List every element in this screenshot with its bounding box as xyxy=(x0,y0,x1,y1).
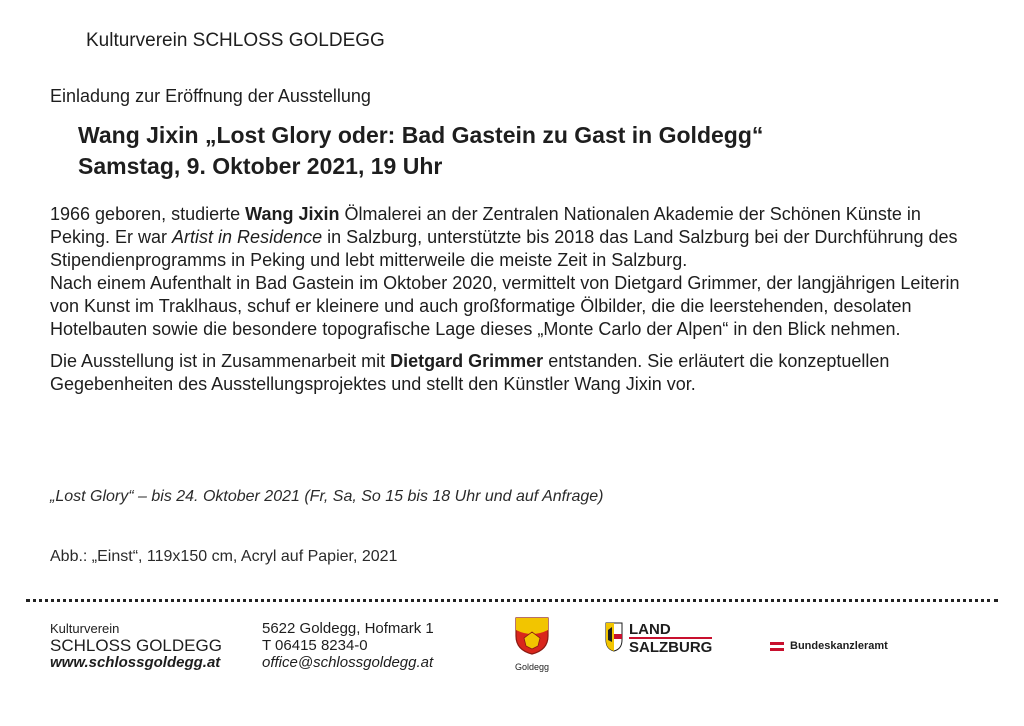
paragraph-artist-bio xyxy=(50,203,980,272)
salzburg-line: SALZBURG xyxy=(629,639,713,656)
footer-contact xyxy=(262,620,434,671)
website-link[interactable]: www.schlossgoldegg.at xyxy=(50,654,221,671)
paragraph-collaboration xyxy=(50,350,980,396)
body-text xyxy=(50,203,980,396)
footer-org-small: Kulturverein xyxy=(50,621,120,636)
phone: T 06415 8234-0 xyxy=(262,637,368,654)
text-span: Die Ausstellung ist in Zusammenarbeit mit xyxy=(50,351,391,371)
land-line: LAND xyxy=(629,621,671,638)
land-salzburg-logo xyxy=(605,622,712,655)
goldegg-logo-label: Goldegg xyxy=(514,662,550,672)
event-title xyxy=(78,120,978,182)
text-span: Ölmalerei an der Zentralen Nationalen Akademie der Schönen Künste in Peking. Er war xyxy=(50,204,921,247)
dotted-divider xyxy=(26,599,998,602)
header-org-name: Kulturverein SCHLOSS GOLDEGG xyxy=(86,30,385,51)
bundeskanzleramt-logo xyxy=(770,640,888,652)
goldegg-crest-icon xyxy=(514,616,550,656)
image-caption: Abb.: „Einst“, 119x150 cm, Acryl auf Papier, 2021 xyxy=(50,548,398,565)
event-date-line: Samstag, 9. Oktober 2021, 19 Uhr xyxy=(78,153,443,179)
footer-org-name: SCHLOSS GOLDEGG xyxy=(50,636,222,655)
footer-org xyxy=(50,620,222,671)
land-salzburg-wordmark xyxy=(629,622,712,655)
invitation-heading: Einladung zur Eröffnung der Ausstellung xyxy=(50,86,371,106)
event-title-line: Wang Jixin „Lost Glory oder: Bad Gastein zu Gast in Goldegg“ xyxy=(78,122,764,148)
text-span: entstanden. Sie erläutert die konzeptuellen Gegebenheiten des Ausstellungsprojektes und stellt den Künstler Wang Jixin vor. xyxy=(50,351,890,394)
text-span: in Salzburg, unterstützte bis 2018 das Land Salzburg bei der Durchführung des Stipendienprogramms in Peking und lebt mitterweile die meiste Zeit in Salzburg. xyxy=(50,227,958,270)
austria-flag-icon xyxy=(770,642,784,651)
curator-name: Dietgard Grimmer xyxy=(390,351,544,371)
artist-name: Wang Jixin xyxy=(245,204,340,224)
exhibition-dates: „Lost Glory“ – bis 24. Oktober 2021 (Fr, Sa, So 15 bis 18 Uhr und auf Anfrage) xyxy=(50,488,604,505)
email-link[interactable]: office@schlossgoldegg.at xyxy=(262,654,434,671)
text-span: 1966 geboren, studierte xyxy=(50,204,246,224)
bundeskanzleramt-label: Bundeskanzleramt xyxy=(790,640,888,652)
goldegg-logo xyxy=(510,616,554,672)
paragraph-works: Nach einem Aufenthalt in Bad Gastein im Oktober 2020, vermittelt von Dietgard Grimmer, der langjährigen Leiterin von Kunst im Traklhaus, schuf er kleinere und auch großformatige Ölbilder, die die leerstehenden, desolaten Hotelbauten sowie die besondere topografische Lage dieses „Monte Carlo der Alpen“ in den Blick nehmen. xyxy=(50,273,960,339)
residence-term: Artist in Residence xyxy=(172,227,323,247)
address: 5622 Goldegg, Hofmark 1 xyxy=(262,620,434,637)
salzburg-crest-icon xyxy=(605,622,623,652)
